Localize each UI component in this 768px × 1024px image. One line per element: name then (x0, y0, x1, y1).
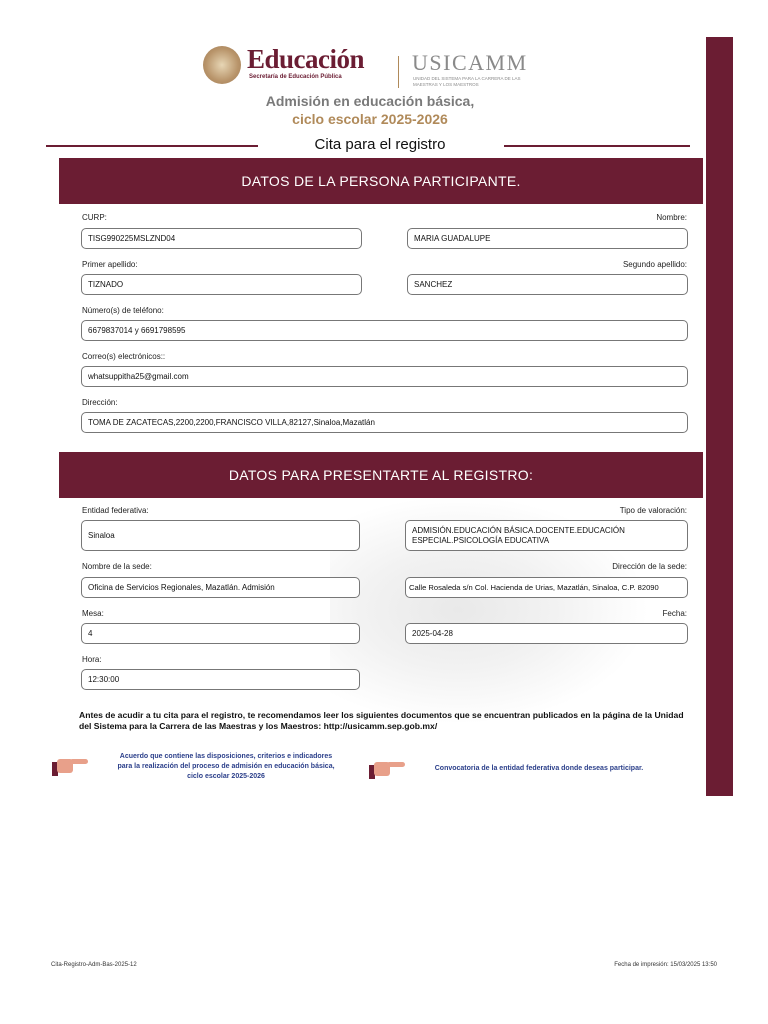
curp-label: CURP: (82, 213, 107, 222)
document-code: Cita-Registro-Adm-Bas-2025-12 (51, 962, 137, 968)
telefono-field[interactable] (81, 320, 688, 341)
nombre-field[interactable] (407, 228, 688, 249)
pointing-hand-icon (52, 753, 88, 777)
org-title: USICAMM (412, 50, 528, 75)
entidad-value: Sinaloa (88, 530, 115, 540)
admission-title-line1: Admisión en educación básica, (265, 93, 475, 109)
tipo-valoracion-value: ADMISIÓN.EDUCACIÓN BÁSICA.DOCENTE.EDUCACIÓN ESPECIAL.PSICOLOGÍA EDUCATIVA (412, 525, 625, 545)
direccion-sede-label: Dirección de la sede: (612, 562, 687, 571)
correo-label: Correo(s) electrónicos:: (82, 352, 166, 361)
telefono-label: Número(s) de teléfono: (82, 306, 164, 315)
direccion-sede-value: Calle Rosaleda s/n Col. Hacienda de Urias, Mazatlán, Sinaloa, C.P. 82090 (409, 582, 659, 592)
curp-value: TISG990225MSLZND04 (88, 233, 176, 243)
telefono-value: 6679837014 y 6691798595 (88, 325, 186, 335)
segundo-apellido-field[interactable] (407, 274, 688, 295)
org-subtitle: UNIDAD DEL SISTEMA PARA LA CARRERA DE LAS MAESTRAS Y LOS MAESTROS (413, 76, 521, 87)
acuerdo-link-line2: para la realización del proceso de admisión en educación básica, (117, 763, 335, 770)
header-logos (203, 42, 543, 94)
segundo-apellido-value: SANCHEZ (414, 279, 453, 289)
nombre-value: MARIA GUADALUPE (414, 233, 491, 243)
participant-section-header: DATOS DE LA PERSONA PARTICIPANTE. (59, 158, 703, 204)
hora-value: 12:30:00 (88, 674, 120, 684)
mesa-field[interactable] (81, 623, 360, 644)
correo-field[interactable] (81, 366, 688, 387)
primer-apellido-value: TIZNADO (88, 279, 124, 289)
direccion-field[interactable] (81, 412, 688, 433)
nombre-label: Nombre: (656, 213, 687, 222)
print-date: Fecha de impresión: 15/03/2025 13:50 (614, 962, 717, 968)
mesa-label: Mesa: (82, 609, 104, 618)
hora-field[interactable] (81, 669, 360, 690)
registro-section-header: DATOS PARA PRESENTARTE AL REGISTRO: (59, 452, 703, 498)
direccion-value: TOMA DE ZACATECAS,2200,2200,FRANCISCO VILLA,82127,Sinaloa,Mazatlán (88, 417, 375, 427)
national-seal-icon (203, 46, 241, 84)
curp-field[interactable] (81, 228, 362, 249)
entidad-field[interactable] (81, 520, 360, 551)
fecha-field[interactable] (405, 623, 688, 644)
brand-title: Educación (247, 44, 365, 74)
acuerdo-link[interactable] (96, 752, 356, 782)
title-rule-right (504, 145, 690, 147)
tipo-valoracion-label: Tipo de valoración: (619, 506, 687, 515)
admission-title-line2: ciclo escolar 2025-2026 (292, 111, 448, 127)
tipo-valoracion-field[interactable] (405, 520, 688, 551)
sede-label: Nombre de la sede: (82, 562, 152, 571)
fecha-label: Fecha: (662, 609, 687, 618)
hora-label: Hora: (82, 655, 102, 664)
acuerdo-link-line1: Acuerdo que contiene las disposiciones, criterios e indicadores (119, 753, 333, 760)
document-title: Cita para el registro (314, 136, 446, 153)
pointing-hand-icon (369, 756, 405, 780)
recommendation-note: Antes de acudir a tu cita para el registro, te recomendamos leer los siguientes documentos que se encuentran publicados en la página de la Unidad del Sistema para la Carrera de las Maestras y los Maestros: http://usicamm.sep.gob.mx/ (79, 710, 684, 731)
direccion-label: Dirección: (82, 398, 118, 407)
segundo-apellido-label: Segundo apellido: (622, 260, 687, 269)
correo-value: whatsuppitha25@gmail.com (88, 371, 189, 381)
brand-subtitle: Secretaría de Educación Pública (249, 74, 342, 80)
direccion-sede-field[interactable] (405, 577, 688, 598)
acuerdo-link-line3: ciclo escolar 2025-2026 (187, 773, 265, 780)
logo-divider (398, 56, 399, 88)
primer-apellido-field[interactable] (81, 274, 362, 295)
entidad-label: Entidad federativa: (82, 506, 149, 515)
primer-apellido-label: Primer apellido: (82, 260, 138, 269)
mesa-value: 4 (88, 628, 93, 638)
fecha-value: 2025-04-28 (412, 628, 453, 638)
sede-field[interactable] (81, 577, 360, 598)
convocatoria-link[interactable]: Convocatoria de la entidad federativa donde deseas participar. (434, 765, 644, 772)
sede-value: Oficina de Servicios Regionales, Mazatlán. Admisión (88, 582, 275, 592)
